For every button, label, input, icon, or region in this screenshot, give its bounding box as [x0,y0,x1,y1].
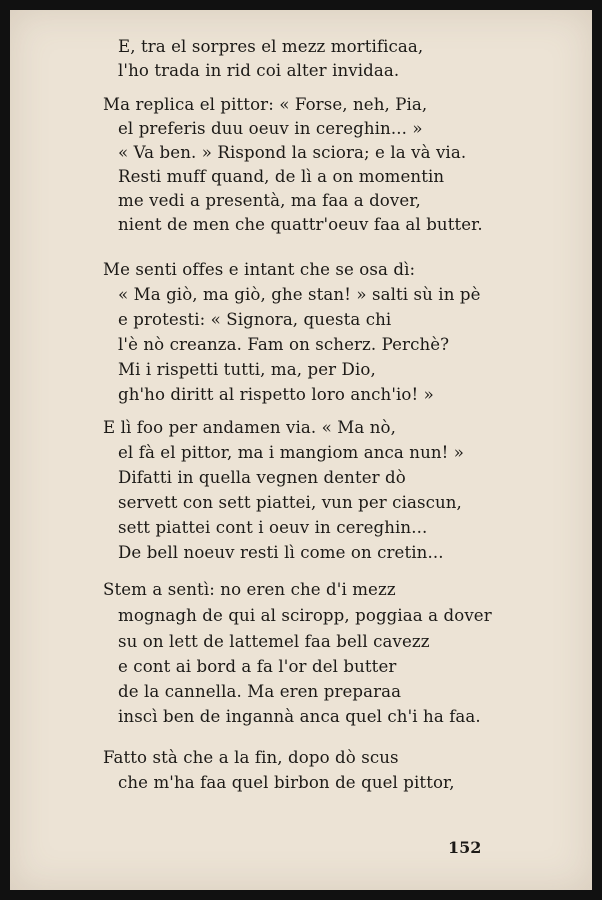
verse-line: me vedi a presentà, ma faa a dover, [118,191,421,210]
verse-line: « Ma giò, ma giò, ghe stan! » salti sù in pè [118,285,481,304]
verse-line: nient de men che quattr'oeuv faa al butter. [118,215,483,234]
book-page [10,10,592,890]
verse-line: e protesti: « Signora, questa chi [118,310,392,329]
verse-line: « Va ben. » Rispond la sciora; e la và via. [118,143,467,162]
verse-line: l'ho trada in rid coi alter invidaa. [118,61,400,80]
verse-line: el fà el pittor, ma i mangiom anca nun! » [118,443,465,462]
verse-line: E lì foo per andamen via. « Ma nò, [103,418,396,437]
verse-line: el preferis duu oeuv in cereghin... » [118,119,423,138]
verse-line: l'è nò creanza. Fam on scherz. Perchè? [118,335,450,354]
verse-line: mognagh de qui al sciropp, poggiaa a dover [118,606,492,625]
verse-line: Mi i rispetti tutti, ma, per Dio, [118,360,376,379]
verse-line: de la cannella. Ma eren preparaa [118,682,402,701]
verse-line: servett con sett piattei, vun per ciascun, [118,493,462,512]
verse-line: sett piattei cont i oeuv in cereghin... [118,518,428,537]
verse-line: Ma replica el pittor: « Forse, neh, Pia, [103,95,428,114]
verse-line: e cont ai bord a fa l'or del butter [118,657,397,676]
verse-line: Fatto stà che a la fin, dopo dò scus [103,748,399,767]
verse-line: Difatti in quella vegnen denter dò [118,468,406,487]
verse-line: De bell noeuv resti lì come on cretin... [118,543,444,562]
verse-line: su on lett de lattemel faa bell cavezz [118,632,430,651]
verse-line: gh'ho diritt al rispetto loro anch'io! » [118,385,434,404]
verse-line: inscì ben de ingannà anca quel ch'i ha faa. [118,707,481,726]
verse-line: Resti muff quand, de lì a on momentin [118,167,445,186]
verse-line: Me senti offes e intant che se osa dì: [103,260,416,279]
page-number: 152 [448,838,482,857]
verse-line: Stem a sentì: no eren che d'i mezz [103,580,396,599]
verse-line: E, tra el sorpres el mezz mortificaa, [118,37,424,56]
verse-line: che m'ha faa quel birbon de quel pittor, [118,773,455,792]
